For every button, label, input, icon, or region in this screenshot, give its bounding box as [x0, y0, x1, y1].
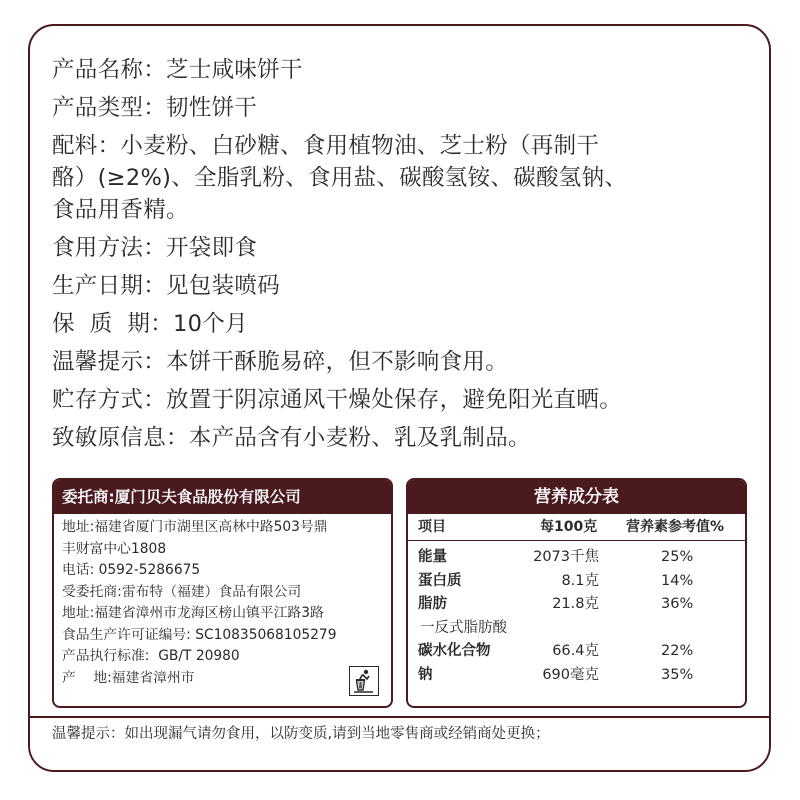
- table-row: [408, 617, 745, 641]
- shelf-life-line: 保 质 期：10个月: [52, 311, 248, 337]
- nutrition-table-title: 营养成分表: [408, 480, 745, 514]
- nutrition-table: [406, 478, 747, 708]
- storage-line: 贮存方式：放置于阴凉通风干燥处保存，避免阳光直晒。: [52, 387, 623, 413]
- nutrient-nrv: 22%: [661, 643, 694, 659]
- nutrient-name: 蛋白质: [418, 572, 462, 589]
- manufacturer-info-box: [52, 478, 393, 708]
- nutrient-nrv: 25%: [661, 549, 694, 565]
- nutrient-value: 66.4克: [552, 643, 599, 659]
- client-phone: 电话: 0592-5286675: [62, 562, 201, 578]
- nutrient-value: 690毫克: [542, 666, 599, 683]
- ingredients-line-1: 配料：小麦粉、白砂糖、食用植物油、芝士粉（再制干: [52, 133, 600, 159]
- nutrient-name: 能量: [418, 549, 447, 565]
- table-row: [408, 664, 745, 688]
- table-row: [408, 593, 745, 617]
- allergen-line: 致敏原信息：本产品含有小麦粉、乳及乳制品。: [52, 425, 531, 451]
- tips-line: 温馨提示：本饼干酥脆易碎，但不影响食用。: [52, 349, 509, 375]
- table-row: [408, 640, 745, 664]
- nutrient-nrv: 36%: [661, 596, 694, 612]
- production-date-line: 生产日期：见包装喷码: [52, 273, 281, 299]
- header-per-100g: 每100克: [540, 519, 598, 535]
- product-name-line: 产品名称：芝士咸味饼干: [52, 57, 303, 83]
- license-number: 食品生产许可证编号: SC10835068105279: [62, 626, 337, 643]
- manufacturer-name: 受委托商:雷布特（福建）食品有限公司: [62, 583, 302, 600]
- client-address-line-1: 地址:福建省厦门市湖里区高林中路503号鼎: [62, 519, 328, 535]
- client-address-line-2: 丰财富中心1808: [62, 540, 167, 557]
- nutrient-value: 21.8克: [552, 596, 599, 612]
- client-company-heading: 委托商:厦门贝夫食品股份有限公司: [54, 480, 391, 514]
- nutrient-nrv: 35%: [661, 666, 694, 683]
- ingredients-line-2: 酪）(≥2%)、全脂乳粉、食用盐、碳酸氢铵、碳酸氢钠、: [52, 165, 628, 191]
- trash-bin-icon: [349, 666, 379, 696]
- table-row: [408, 546, 745, 570]
- product-details: [52, 54, 752, 460]
- standard-number: 产品执行标准: GB/T 20980: [62, 648, 240, 664]
- nutrient-name: 脂肪: [418, 596, 447, 612]
- footer-note: 温馨提示：如出现漏气请勿食用，以防变质,请到当地零售商或经销商处更换；: [52, 726, 550, 742]
- nutrient-name: 钠: [418, 666, 433, 683]
- nutrient-nrv: 14%: [661, 572, 694, 589]
- manufacturer-address: 地址:福建省漳州市龙海区榜山镇平江路3路: [62, 605, 324, 621]
- ingredients-line-3: 食品用香精。: [52, 197, 189, 223]
- header-nrv: 营养素参考值%: [626, 519, 725, 535]
- product-type-line: 产品类型：韧性饼干: [52, 95, 258, 121]
- footer-divider: [30, 716, 769, 718]
- usage-line: 食用方法：开袋即食: [52, 235, 258, 261]
- origin: 产 地:福建省漳州市: [62, 669, 195, 686]
- header-item: 项目: [418, 519, 446, 535]
- nutrient-value: 8.1克: [561, 572, 599, 589]
- nutrient-name: 一反式脂肪酸: [420, 619, 507, 636]
- nutrient-name: 碳水化合物: [418, 643, 491, 659]
- nutrition-header-row: [408, 514, 745, 541]
- table-row: [408, 570, 745, 594]
- nutrient-value: 2073千焦: [533, 549, 599, 565]
